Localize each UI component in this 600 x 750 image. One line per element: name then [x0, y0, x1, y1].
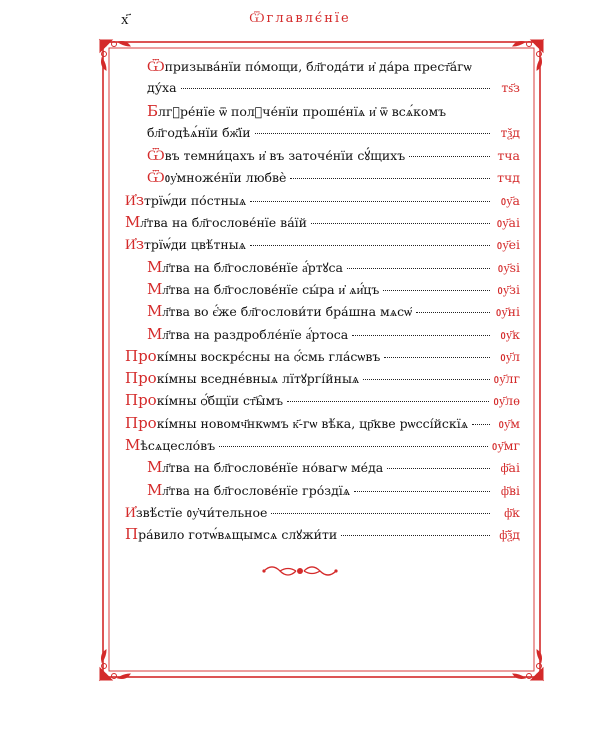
toc-entry[interactable] [125, 55, 520, 77]
toc-entry-title: кі́мны вседне́вныѧ лїтꙋргі́йныѧ [156, 371, 360, 387]
toc-entry-page-number: ᲂу҃м [498, 415, 520, 431]
toc-entry-page-number: тѕ҃з [501, 80, 520, 96]
dot-leader [450, 112, 490, 113]
toc-entry-page-number: ᲂу҃л [500, 348, 520, 364]
toc-entry-page-number: ᲂу҃мг [491, 438, 520, 454]
toc-entry-page-number: ᲂу҃ѕі [497, 259, 520, 275]
toc-entry[interactable] [125, 100, 520, 122]
dot-leader [250, 200, 490, 202]
dot-leader [219, 445, 488, 447]
toc-entry-page-number: ᲂу҃зі [497, 281, 520, 297]
toc-entry[interactable] [125, 233, 520, 255]
running-title: Ѿглавлє́нїе [249, 11, 351, 26]
dot-leader [383, 289, 490, 291]
dot-leader [255, 132, 490, 134]
toc-entry-initial: М [147, 480, 163, 499]
dot-leader [352, 334, 490, 336]
toc-entry-page-number: ᲂу҃а [500, 192, 520, 208]
page-header [0, 0, 600, 30]
toc-entry-title: л҃тва на бл҃гослове́нїе ва́їй [140, 215, 307, 231]
toc-entry[interactable] [125, 345, 520, 367]
toc-entry-initial: М [147, 324, 163, 343]
toc-entry-page-number: тчд [497, 170, 520, 186]
toc-entry-title: бл҃годѣѧ́нїи бж҃їи [147, 124, 251, 140]
toc-entry[interactable] [125, 211, 520, 233]
toc-entry-page-number: ᲂу҃аі [496, 215, 520, 231]
toc-entry-title: кі́мны ѻ҆́бщїи ст҃ы̑мъ [156, 393, 284, 409]
toc-entry-initial: И҆ [125, 502, 136, 521]
corner-ornament-bottom-right [513, 650, 543, 680]
toc-entry-title: л҃тва на бл҃гослове́нїе гро́здїѧ [162, 482, 351, 498]
toc-entry[interactable] [125, 389, 520, 411]
dot-leader [347, 267, 490, 269]
toc-entry-initial: Про [125, 346, 157, 365]
dot-leader [384, 356, 490, 358]
toc-entry-title: л҃тва на бл҃гослове́нїе но́вагѡ ме́да [162, 460, 384, 476]
toc-entry[interactable] [125, 300, 520, 322]
toc-entry[interactable] [125, 256, 520, 278]
toc-entry[interactable] [125, 77, 520, 99]
toc-entry-initial: М [125, 436, 141, 455]
toc-entry-page-number: ᲂу҃еі [496, 237, 520, 253]
toc-entry-initial: М [147, 257, 163, 276]
toc-entry[interactable] [125, 479, 520, 501]
toc-entry-title: л҃тва на бл҃гослове́нїе а҆́ртꙋса [162, 259, 343, 275]
toc-entry-initial: Про [125, 413, 157, 432]
table-of-contents [125, 55, 520, 546]
dot-leader [341, 534, 490, 536]
toc-entry[interactable] [125, 501, 520, 523]
toc-entry-title: звѣ́стїе ᲂу҆чи́тельное [135, 504, 268, 520]
toc-entry[interactable] [125, 122, 520, 144]
toc-entry-page-number: ᲂу҃лг [493, 371, 520, 387]
toc-entry[interactable] [125, 144, 520, 166]
toc-entry-initial: М [147, 302, 163, 321]
dot-leader [290, 177, 490, 179]
toc-entry[interactable] [125, 323, 520, 345]
toc-entry[interactable] [125, 278, 520, 300]
toc-entry-page-number: ф҃аі [500, 460, 520, 476]
toc-entry-title: ду́ха [147, 80, 177, 96]
toc-entry-title: ѣсѧцесло́въ [140, 438, 216, 454]
toc-entry-title: л҃тва на бл҃гослове́нїе сы́ра и҆ ѧи҆́цъ [162, 281, 380, 297]
toc-entry-page-number: тча [497, 148, 520, 164]
toc-entry-initial: Про [125, 391, 157, 410]
toc-entry-title: трїѡ́ди по́стныѧ [144, 192, 247, 208]
toc-entry-page-number: ᲂу҃лѳ [493, 393, 520, 409]
toc-entry[interactable] [125, 412, 520, 434]
toc-entry-page-number: ᲂу҃к [500, 326, 520, 342]
decorative-tailpiece-icon [262, 562, 338, 580]
toc-entry-initial: М [125, 213, 141, 232]
toc-entry[interactable] [125, 456, 520, 478]
dot-leader [476, 67, 490, 68]
toc-entry-initial: М [147, 279, 163, 298]
toc-entry-initial: Про [125, 369, 157, 388]
page-number: х҃ [121, 10, 129, 28]
dot-leader [409, 155, 490, 157]
toc-entry-page-number: ф҃ві [500, 482, 520, 498]
dot-leader [287, 400, 489, 402]
toc-entry[interactable] [125, 523, 520, 545]
dot-leader [472, 423, 490, 425]
toc-entry-title: лгⷣре́нїе ѿ полꙋче́нїи проше́нїѧ и҆ ѿ всѧ́комъ [158, 103, 447, 119]
toc-entry-title: л҃тва во є҆́же бл҃гослови́ти бра́шна мѧсѡ̑ [162, 304, 413, 320]
toc-entry-initial: М [147, 458, 163, 477]
toc-entry-initial: Ѿ [147, 146, 165, 165]
toc-entry-page-number: ф҃ѯд [499, 527, 520, 543]
dot-leader [250, 244, 490, 246]
dot-leader [416, 311, 490, 313]
toc-entry-title: кі́мны воскрє́сны на ѻ҆́смь гла́сѡвъ [156, 348, 381, 364]
toc-entry-initial: Ѿ [147, 168, 165, 187]
corner-ornament-bottom-left [100, 650, 130, 680]
toc-entry[interactable] [125, 434, 520, 456]
toc-entry-initial: П [125, 525, 139, 544]
dot-leader [387, 467, 490, 469]
dot-leader [363, 378, 489, 380]
toc-entry-title: въ темни́цахъ и҆ въ заточе́нїи сꙋ́щихъ [164, 148, 406, 164]
dot-leader [354, 490, 490, 492]
toc-entry-page-number: тѯд [500, 124, 520, 140]
toc-entry-initial: Ѿ [147, 57, 165, 75]
toc-entry-title: кі́мны новомч҃нкѡмъ к҃-гѡ вѣ́ка, цр҃кве рѡссі́йскїѧ [156, 415, 469, 431]
toc-entry-title: призыва́нїи по́мощи, бл҃года́ти и҆ да́ра прест҃а́гѡ [164, 59, 472, 74]
toc-entry[interactable] [125, 166, 520, 188]
dot-leader [271, 512, 490, 514]
dot-leader [181, 87, 490, 89]
toc-entry-initial: И҆з [125, 190, 145, 209]
dot-leader [311, 222, 490, 224]
toc-entry-page-number: ф҃к [504, 504, 520, 520]
toc-entry-page-number: ᲂу҃ні [495, 304, 520, 320]
toc-entry-title: л҃тва на раздробле́нїе а҆́ртоса [162, 326, 349, 342]
toc-entry[interactable] [125, 367, 520, 389]
toc-entry-title: трїѡ́ди цвѣ́тныѧ [144, 237, 247, 253]
toc-entry-title: ра́вило готѡ́вѧщымсѧ слꙋжи́ти [138, 527, 338, 543]
toc-entry[interactable] [125, 189, 520, 211]
toc-entry-initial: Б [147, 101, 159, 120]
toc-entry-title: ᲂу҆множе́нїи любвѐ [164, 170, 287, 186]
toc-entry-initial: И҆з [125, 235, 145, 254]
